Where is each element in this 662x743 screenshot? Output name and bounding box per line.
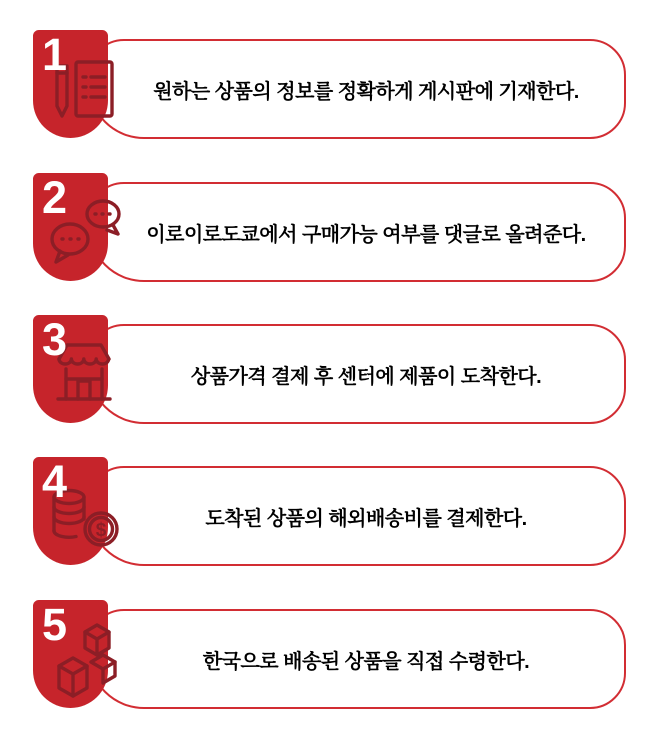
step-2-number-badge xyxy=(33,173,108,281)
step-1-text-bubble xyxy=(88,39,626,139)
step-2 xyxy=(0,173,662,316)
step-4 xyxy=(0,457,662,600)
step-2-number: 2 xyxy=(42,172,68,223)
step-1 xyxy=(0,30,662,173)
step-2-description: 이로이로도쿄에서 구매가능 여부를 댓글로 올려준다. xyxy=(146,223,586,246)
step-2-text-bubble xyxy=(88,182,626,282)
step-5-number-badge xyxy=(33,600,108,708)
step-4-number: 4 xyxy=(42,456,68,507)
step-5-number: 5 xyxy=(42,599,68,650)
step-3-description: 상품가격 결제 후 센터에 제품이 도착한다. xyxy=(190,365,542,388)
step-1-number-badge xyxy=(33,30,108,138)
step-3-number-badge xyxy=(33,315,108,423)
step-1-description: 원하는 상품의 정보를 정확하게 게시판에 기재한다. xyxy=(153,80,579,103)
step-5-text-bubble xyxy=(88,609,626,709)
step-3-text-bubble xyxy=(88,324,626,424)
step-5-description: 한국으로 배송된 상품을 직접 수령한다. xyxy=(202,650,530,673)
step-4-number-badge xyxy=(33,457,108,565)
step-4-text-bubble xyxy=(88,466,626,566)
step-3 xyxy=(0,315,662,458)
step-3-number: 3 xyxy=(42,314,68,365)
step-4-description: 도착된 상품의 해외배송비를 결제한다. xyxy=(205,507,527,530)
step-1-number: 1 xyxy=(42,29,68,80)
step-5 xyxy=(0,600,662,743)
svg-text:$: $ xyxy=(95,520,107,541)
